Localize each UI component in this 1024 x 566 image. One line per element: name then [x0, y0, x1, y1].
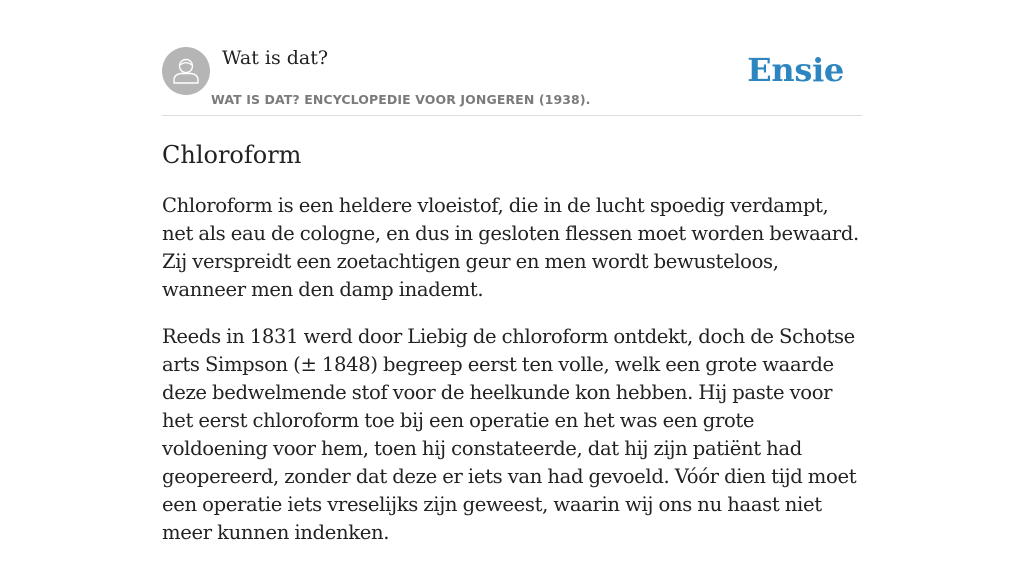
- source-title[interactable]: Wat is dat?: [222, 47, 329, 69]
- article-paragraph: Chloroform is een heldere vloeistof, die in de lucht spoedig verdampt, net als eau de cologne, en dus in gesloten flessen moet worden bewaard. Zij verspreidt een zoetachtigen geur en men wordt bewusteloos, wanneer men den damp inademt.: [162, 194, 859, 301]
- user-placeholder-icon: [162, 47, 210, 95]
- article-paragraph: Reeds in 1831 werd door Liebig de chloroform ontdekt, doch de Schotse arts Simpson (± 1848) begreep eerst ten volle, welk een grote waarde deze bedwelmende stof voor de heelkunde kon hebben. Hij paste voor het eerst chloroform toe bij een operatie en het was een grote voldoening voor hem, toen hij constateerde, dat hij zijn patiënt had geopereerd, zonder dat deze er iets van had gevoeld. Vóór dien tijd moet een operatie iets vreselijks zijn geweest, waarin wij ons nu haast niet meer kunnen indenken.: [162, 325, 857, 544]
- avatar[interactable]: [162, 47, 210, 95]
- article-body: [162, 192, 862, 566]
- ensie-logo[interactable]: Ensie: [747, 51, 844, 89]
- source-subtitle[interactable]: WAT IS DAT? ENCYCLOPEDIE VOOR JONGEREN (1938).: [211, 92, 591, 107]
- source-header: [162, 0, 862, 116]
- article-title: Chloroform: [162, 141, 302, 169]
- content-container: [162, 0, 862, 544]
